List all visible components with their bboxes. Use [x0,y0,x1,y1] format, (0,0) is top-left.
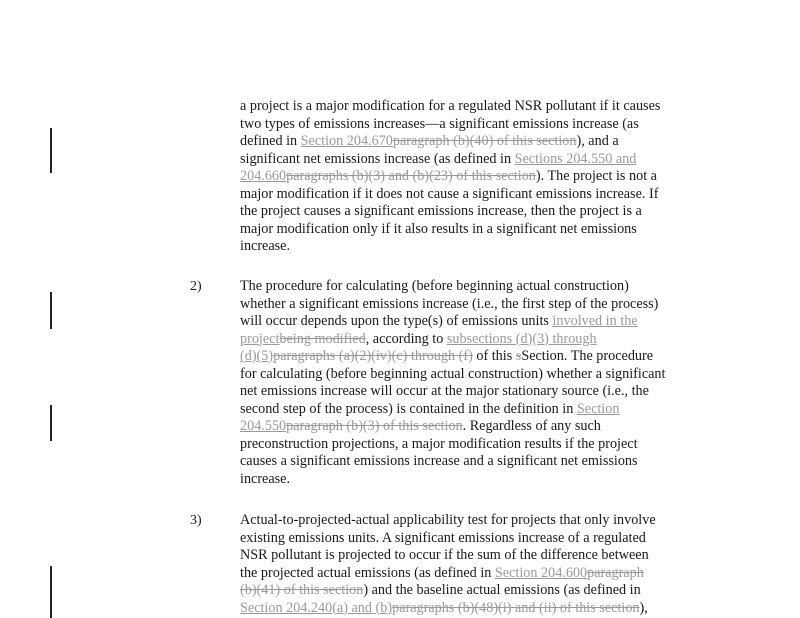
body-text: net emissions increase will occur at the major stationary source (i.e., the [240,383,649,399]
body-text: second step of the process) is contained in the definition in [240,400,577,417]
body-text: whether a significant emissions increase (i.e., the first step of the process) [240,295,659,312]
body-text: the project causes a significant emissions increase, then the project is a [240,203,642,219]
body-text: major modification only if it also results in a significant net emissions [240,220,637,237]
inserted-text: 204.550 [240,418,287,434]
text-line [240,331,715,349]
body-text: causes a significant emissions increase and a significant net emissions [240,453,638,469]
inserted-text: Section 204.670 [300,133,393,149]
paragraph-number: 3) [190,513,202,528]
paragraph-body [240,512,715,617]
deleted-text: paragraphs (a)(2)(iv)(c) through (f) [273,348,473,364]
change-bar [50,292,52,329]
paragraph-3 [240,512,715,617]
paragraph-2 [240,278,715,488]
deleted-text: paragraphs (b)(48)(i) and (ii) of this section [392,599,640,616]
body-text: the projected actual emissions (as defined in [240,564,495,581]
text-line [240,530,715,548]
inserted-text: Section [576,400,620,417]
text-line [240,221,715,239]
deleted-text: paragraph [587,564,644,581]
text-line [240,383,715,401]
text-line [240,203,715,221]
text-line [240,453,715,471]
body-text: . Regardless of any such [462,418,601,434]
body-text: Actual-to-projected-actual applicability test for projects that only involve [240,512,656,528]
inserted-text: Sections 204.550 and [514,150,637,167]
body-text: increase. [240,238,291,254]
inserted-text: project [240,330,280,347]
text-line [240,471,715,489]
body-text: of this [472,348,516,364]
deleted-text: paragraph (b)(40) of this section [392,133,577,149]
body-text: will occur depends upon the type(s) of emissions units [240,313,553,329]
body-text: preconstruction projections, a major modification results if the project [240,435,638,452]
text-line [240,418,715,436]
text-line [240,436,715,454]
body-text: a project is a major modification for a regulated NSR pollutant if it causes [240,98,661,114]
paragraph-body [240,98,715,256]
body-text: ), [639,599,648,616]
body-text: ). The project is not a [535,168,657,184]
inserted-text: Section 204.600 [494,564,588,581]
body-text: NSR pollutant is projected to occur if the sum of the difference between [240,547,649,563]
text-line [240,512,715,530]
deleted-text: being modified [279,330,366,347]
body-text: existing emissions units. A significant emissions increase of a regulated [240,529,646,546]
text-line [240,313,715,331]
deleted-text: (b)(41) of this section [240,582,364,598]
paragraph-number: 2) [190,279,202,294]
change-bar [50,566,52,618]
text-line [240,168,715,186]
body-text: defined in [240,133,301,149]
text-line [240,296,715,314]
text-line [240,116,715,134]
text-line [240,238,715,256]
inserted-text: Section 204.240(a) and (b) [240,599,393,616]
body-text: Section. The procedure [521,348,654,364]
body-text: increase. [240,470,291,487]
text-line [240,565,715,583]
paragraph-1 [240,98,715,256]
inserted-text: subsections (d)(3) through [446,330,597,347]
text-line [240,186,715,204]
body-text: The procedure for calculating (before beginning actual construction) [240,278,629,294]
text-line [240,133,715,151]
text-line [240,151,715,169]
text-line [240,366,715,384]
change-bar [50,405,52,441]
text-line [240,348,715,366]
text-line [240,278,715,296]
body-text: significant net emissions increase (as defined in [240,150,515,167]
text-line [240,582,715,600]
body-text: ) and the baseline actual emissions (as defined in [363,582,641,598]
text-line [240,401,715,419]
text-line [240,98,715,116]
inserted-text: involved in the [552,313,638,329]
text-line [240,547,715,565]
body-text: ), and a [576,133,619,149]
body-text: , according to [365,330,447,347]
inserted-text: 204.660 [240,168,287,184]
deleted-text: paragraphs (b)(3) and (b)(23) of this section [286,168,536,184]
deleted-text: s [515,348,522,364]
inserted-text: (d)(5) [240,348,274,364]
body-text: two types of emissions increases—a significant emissions increase (as [240,115,639,132]
body-text: for calculating (before beginning actual construction) whether a significant [240,365,666,382]
deleted-text: paragraph (b)(3) of this section [286,418,463,434]
change-bar [50,128,52,173]
body-text: major modification if it does not cause a significant emissions increase. If [240,185,659,202]
text-line [240,600,715,618]
paragraph-body [240,278,715,488]
